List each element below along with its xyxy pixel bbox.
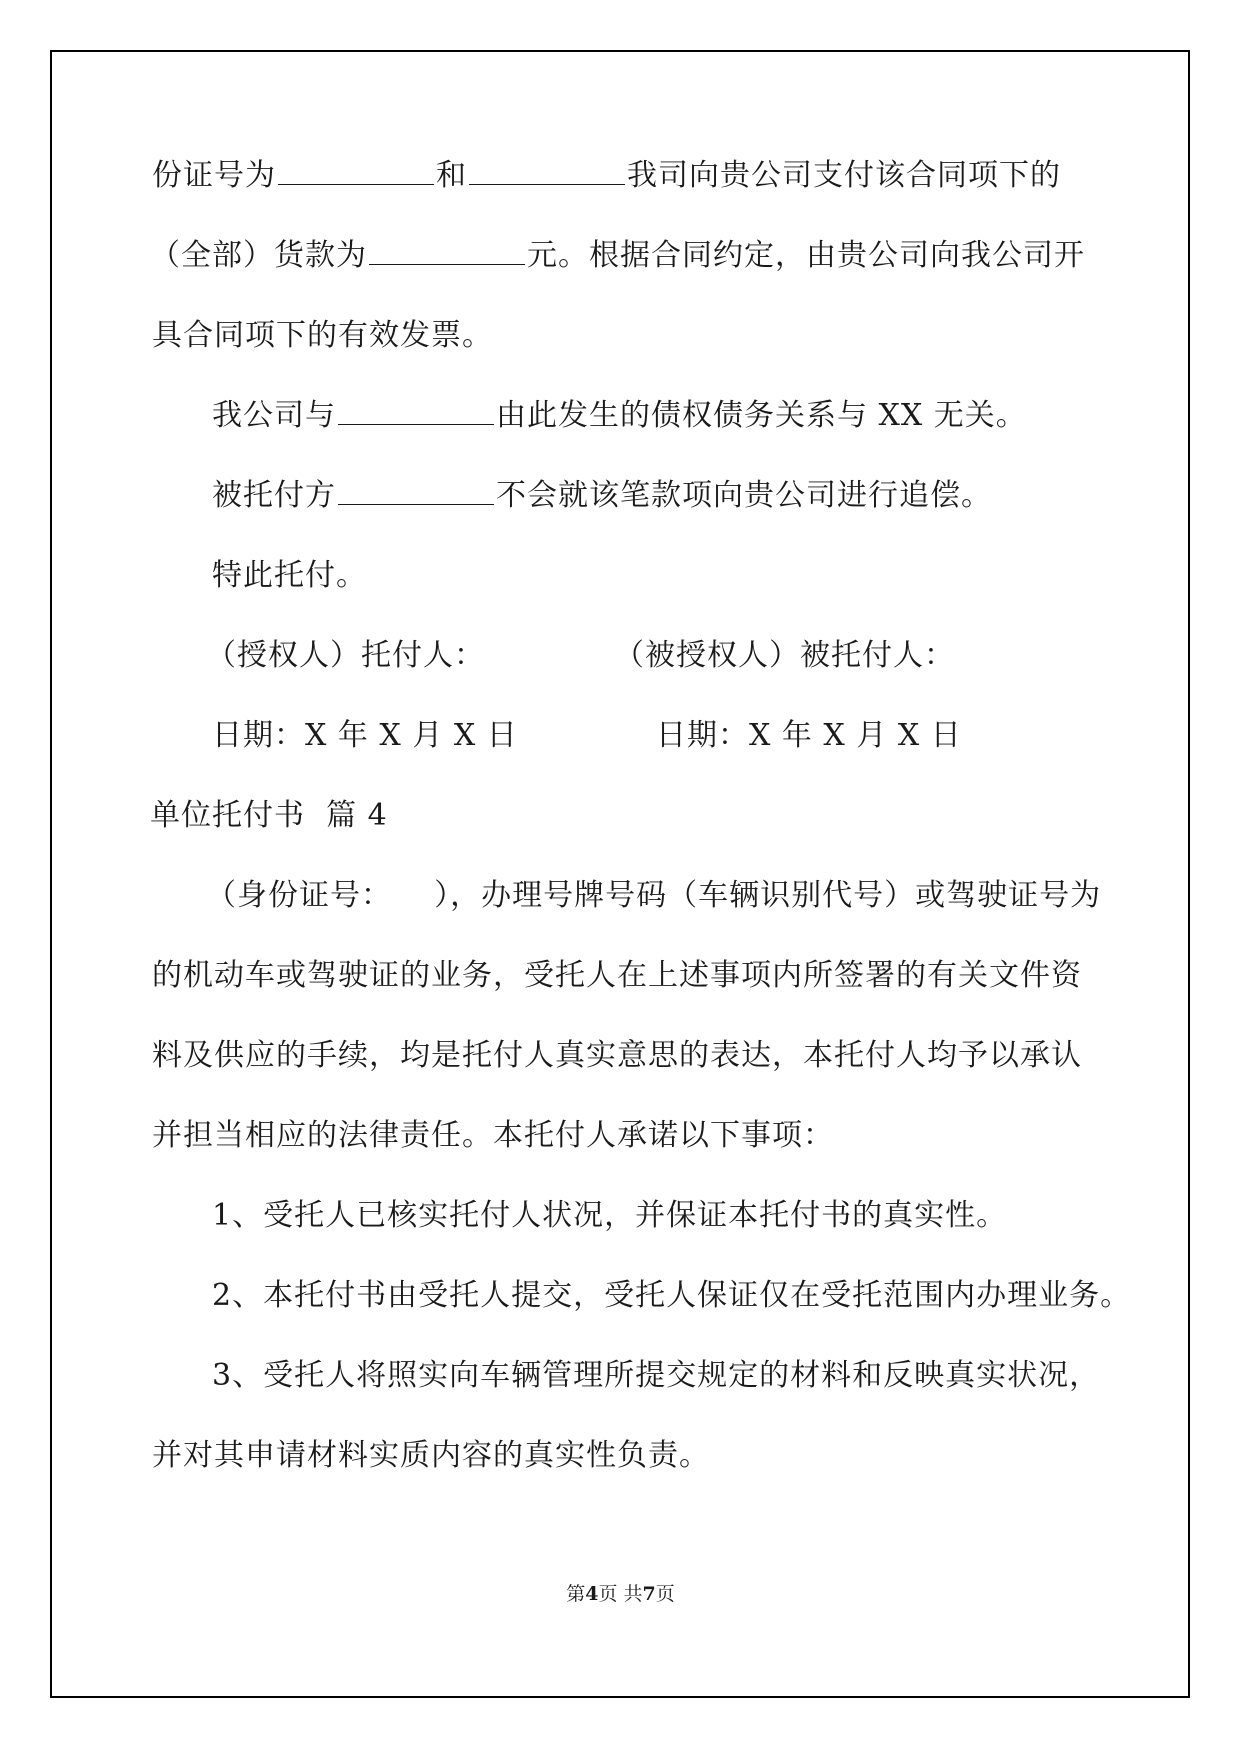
- page-total: 7: [642, 1583, 656, 1605]
- text-run: 不会就该笔款项向贵公司进行追偿。: [496, 478, 992, 513]
- body-line: 料及供应的手续，均是托付人真实意思的表达，本托付人均予以承认: [152, 1038, 1082, 1073]
- body-line: （身份证号： ），办理号牌号码（车辆识别代号）或驾驶证号为: [206, 878, 1102, 913]
- body-line: [212, 478, 992, 514]
- body-line: 具合同项下的有效发票。: [152, 318, 493, 353]
- blank-line: [338, 478, 494, 505]
- text-run: 由此发生的债权债务关系与 XX 无关。: [496, 398, 1027, 433]
- list-item-continuation: 并对其申请材料实质内容的真实性负责。: [152, 1438, 710, 1473]
- list-item: 3、受托人将照实向车辆管理所提交规定的材料和反映真实状况，: [212, 1358, 1101, 1393]
- body-line: [152, 158, 1061, 194]
- text-run: （全部）货款为: [150, 238, 367, 273]
- page-number: 4: [585, 1583, 599, 1605]
- text-run: 份证号为: [152, 158, 276, 193]
- text-run: 和: [436, 158, 467, 193]
- text-run: 被托付方: [212, 478, 336, 513]
- blank-line: [278, 158, 434, 185]
- date-left: 日期：X 年 X 月 X 日: [212, 718, 518, 753]
- footer-text: 页 共: [598, 1583, 643, 1605]
- body-line: 并担当相应的法律责任。本托付人承诺以下事项：: [152, 1118, 834, 1153]
- date-right: 日期：X 年 X 月 X 日: [656, 718, 962, 753]
- blank-line: [338, 398, 494, 425]
- footer-text: 页: [655, 1583, 675, 1605]
- signature-label-left: （授权人）托付人：: [206, 638, 485, 673]
- text-run: 我公司与: [212, 398, 336, 433]
- body-line: [212, 398, 1027, 434]
- text-run: 元。根据合同约定，由贵公司向我公司开: [527, 238, 1085, 273]
- blank-line: [469, 158, 625, 185]
- page-footer: [0, 1582, 1241, 1606]
- list-item: 1、受托人已核实托付人状况，并保证本托付书的真实性。: [212, 1198, 1008, 1233]
- signature-label-right: （被授权人）被托付人：: [614, 638, 955, 673]
- list-item: 2、本托付书由受托人提交，受托人保证仅在受托范围内办理业务。: [212, 1278, 1132, 1313]
- body-line: 的机动车或驾驶证的业务，受托人在上述事项内所签署的有关文件资: [152, 958, 1082, 993]
- section-heading: 单位托付书 篇 4: [150, 798, 388, 833]
- blank-line: [369, 238, 525, 265]
- footer-text: 第: [566, 1583, 586, 1605]
- text-run: 我司向贵公司支付该合同项下的: [627, 158, 1061, 193]
- body-line: 特此托付。: [212, 558, 367, 593]
- body-line: [150, 238, 1085, 274]
